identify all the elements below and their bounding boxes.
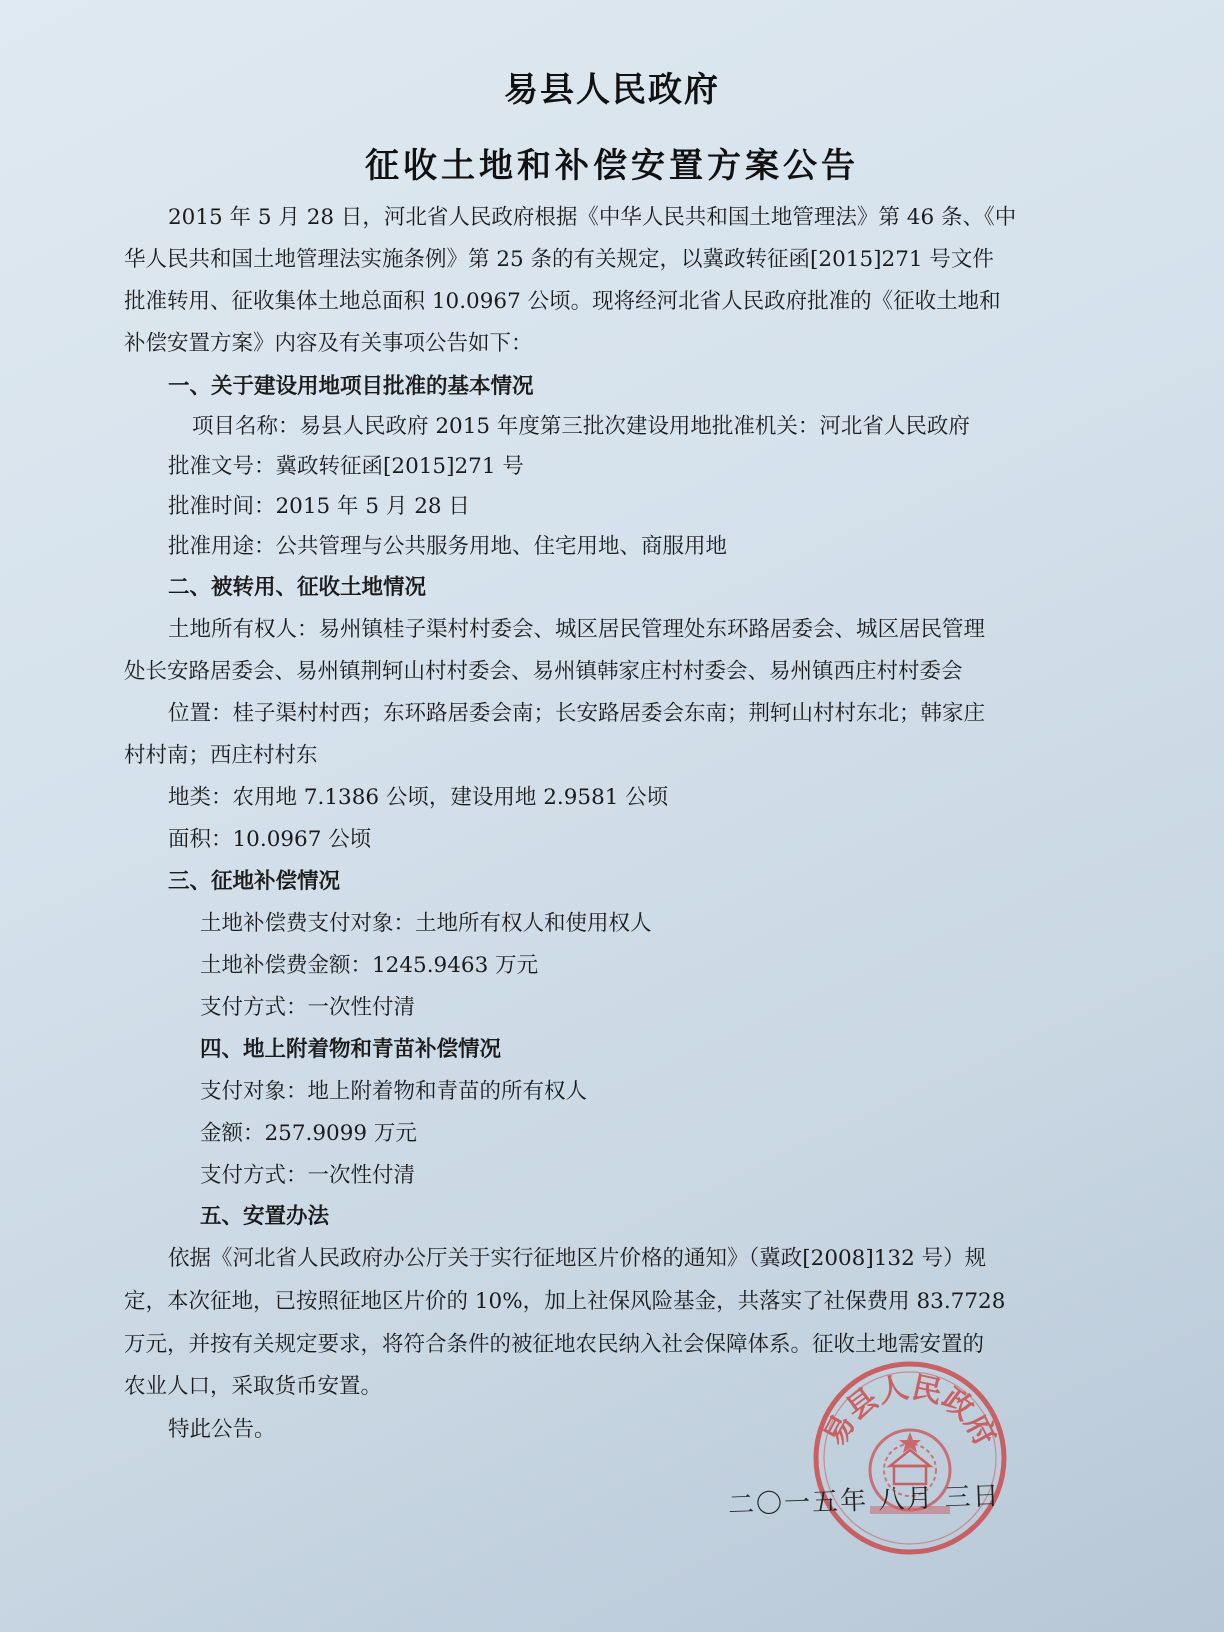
body-line: 位置：桂子渠村村西；东环路居委会南；长安路居委会东南；荆轲山村村东北；韩家庄 [168, 701, 986, 726]
section-heading-5: 五、安置办法 [200, 1204, 330, 1229]
body-line: 地类：农用地 7.1386 公顷，建设用地 2.9581 公顷 [168, 785, 669, 810]
seal-text: 易县人民政府 [817, 1370, 1003, 1452]
body-line: 华人民共和国土地管理法实施条例》第 25 条的有关规定，以冀政转征函[2015]271 号文件 [124, 247, 994, 272]
body-line: 土地所有权人：易州镇桂子渠村村委会、城区居民管理处东环路居委会、城区居民管理 [168, 617, 986, 642]
body-line: 批准文号：冀政转征函[2015]271 号 [168, 454, 524, 479]
body-line: 土地补偿费金额：1245.9463 万元 [200, 953, 539, 978]
closing-line: 特此公告。 [168, 1417, 276, 1442]
body-line: 支付方式：一次性付清 [200, 1163, 416, 1188]
document-subtitle: 征收土地和补偿安置方案公告 [365, 146, 859, 186]
body-line: 万元，并按有关规定要求，将符合条件的被征地农民纳入社会保障体系。征收土地需安置的 [124, 1332, 985, 1357]
section-heading-3: 三、征地补偿情况 [168, 869, 341, 894]
body-line: 农业人口，采取货币安置。 [124, 1374, 383, 1399]
body-line: 支付方式：一次性付清 [200, 995, 416, 1020]
body-line: 处长安路居委会、易州镇荆轲山村村委会、易州镇韩家庄村村委会、易州镇西庄村村委会 [124, 659, 963, 684]
body-line: 面积：10.0967 公顷 [168, 827, 372, 852]
document-title: 易县人民政府 [504, 70, 720, 110]
body-line: 依据《河北省人民政府办公厅关于实行征地区片价格的通知》（冀政[2008]132 号）规 [168, 1246, 987, 1271]
body-line: 支付对象：地上附着物和青苗的所有权人 [200, 1079, 588, 1104]
section-heading-2: 二、被转用、征收土地情况 [168, 575, 427, 600]
body-line: 定，本次征地，已按照征地区片价的 10%，加上社保风险基金，共落实了社保费用 83.7728 [124, 1289, 1006, 1314]
body-line: 批准时间：2015 年 5 月 28 日 [168, 494, 470, 519]
section-heading-1: 一、关于建设用地项目批准的基本情况 [168, 374, 534, 399]
body-line: 项目名称：易县人民政府 2015 年度第三批次建设用地批准机关：河北省人民政府 [192, 414, 970, 439]
body-line: 批准用途：公共管理与公共服务用地、住宅用地、商服用地 [168, 534, 728, 559]
section-heading-4: 四、地上附着物和青苗补偿情况 [200, 1037, 502, 1062]
body-line: 批准转用、征收集体土地总面积 10.0967 公顷。现将经河北省人民政府批准的《征收土地和 [124, 289, 1001, 314]
body-line: 金额：257.9099 万元 [200, 1121, 417, 1146]
body-line: 2015 年 5 月 28 日，河北省人民政府根据《中华人民共和国土地管理法》第 46 条、《中 [168, 205, 1017, 230]
signature-date: 二〇一五年 八月 三日 [727, 1481, 1002, 1521]
body-line: 村村南；西庄村村东 [124, 743, 318, 768]
body-line: 土地补偿费支付对象：土地所有权人和使用权人 [200, 911, 652, 936]
body-line: 补偿安置方案》内容及有关事项公告如下： [124, 331, 533, 356]
official-seal-icon [810, 1358, 1010, 1558]
